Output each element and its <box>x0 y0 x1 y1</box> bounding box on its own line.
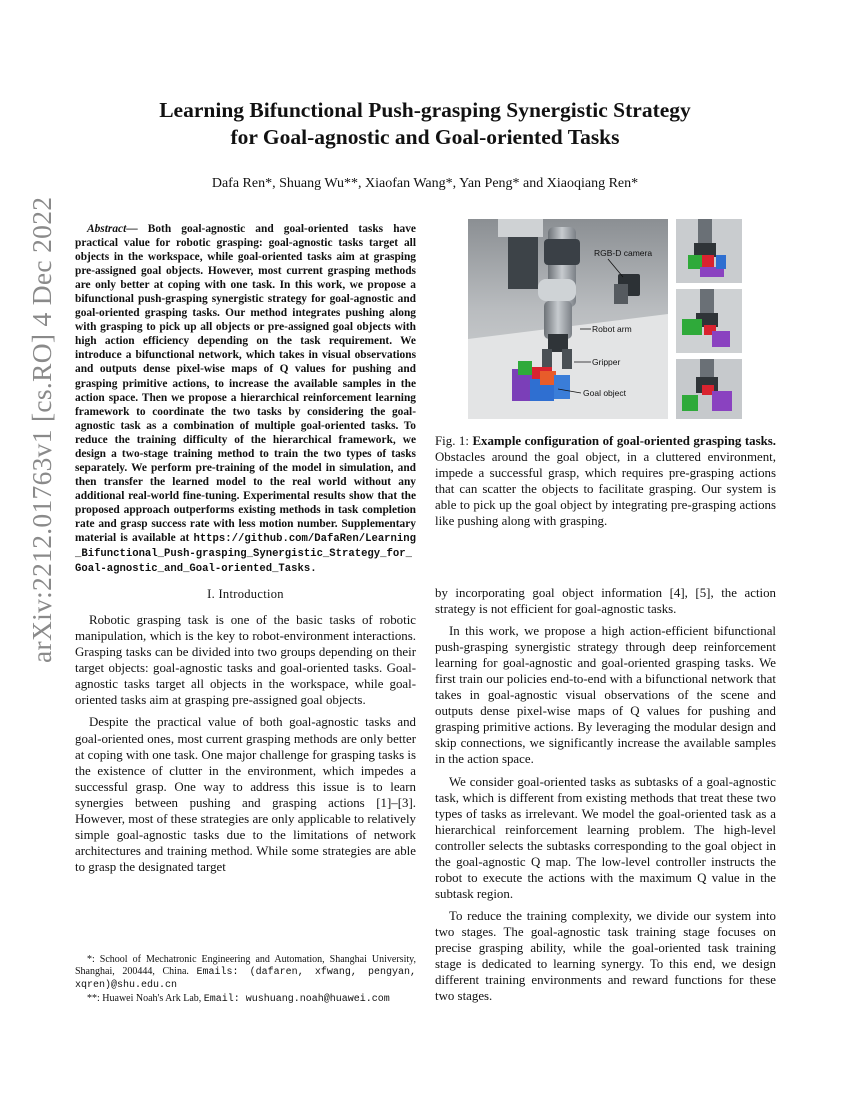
abstract <box>75 222 416 576</box>
caption-label: Fig. 1: <box>435 434 469 448</box>
caption-title: Example configuration of goal-oriented grasping tasks. <box>472 434 776 448</box>
author-list: Dafa Ren*, Shuang Wu**, Xiaofan Wang*, Yan Peng* and Xiaoqiang Ren* <box>211 176 639 191</box>
figure-label-goal: Goal object <box>583 388 626 398</box>
footnote-1-text: *: School of Mechatronic Engineering and Automation, Shanghai University, Shanghai, 200444, China. <box>75 954 416 978</box>
main-photo <box>468 219 668 419</box>
footnote-2 <box>75 993 416 1006</box>
supplementary-url[interactable]: https://github.com/DafaRen/Learning_Bifunctional_Push-grasping_Synergistic_Strategy_for_Goal-agnostic_and_Goal-oriented_Tasks. <box>75 533 416 576</box>
side-photo-2 <box>676 289 742 353</box>
title-line-2: for Goal-agnostic and Goal-oriented Tasks <box>230 125 620 149</box>
section-heading: I. Introduction <box>207 587 284 602</box>
side-photo-3 <box>676 359 742 419</box>
figure-label-gripper: Gripper <box>592 357 621 367</box>
intro-paragraph-5: We consider goal-oriented tasks as subtasks of a goal-agnostic task, which is different from existing methods that treat these two types of tasks as irrelevant. We model the goal-oriented task as a hierarchical reinforcement learning problem. The high-level controller selects the subtasks corresponding to the goal object in the goal-agnostic Q map. The low-level controller instructs the robot to execute the actions with the maximum Q value in the subtask region. <box>435 774 776 901</box>
footnote-1 <box>75 954 416 993</box>
intro-paragraph-1: Robotic grasping task is one of the basic tasks of robotic manipulation, which is the key to robot-environment interactions. Grasping tasks can be divided into two groups depending on their target objects: goal-agnostic tasks and goal-oriented tasks. Goal-agnostic tasks target all objects in the workspace, while goal-oriented tasks aim at grasping pre-assigned goal objects. <box>75 613 416 708</box>
arxiv-identifier: arXiv:2212.01763v1 [cs.RO] 4 Dec 2022 <box>26 196 57 663</box>
abstract-text: — Both goal-agnostic and goal-oriented tasks have practical value for robotic grasping: goal-agnostic tasks target all objects in the workspace, while goal-oriented tasks aim at grasping pre-assigned goal objects. However, most current grasping methods are only better at coping with one task. In this work, we propose a bifunctional push-grasping synergistic strategy for goal-agnostic and goal-oriented grasping tasks. Our method integrates pushing along with grasping to pick up all objects or pre-assigned goal objects with high action efficiency depending on the task requirement. We introduce a bifunctional network, which takes in visual observations and outputs dense pixel-wise maps of Q values for pushing and grasping primitive actions, to increase the available samples in the action space. Then we propose a hierarchical reinforcement learning framework to coordinate the two tasks by considering the goal-agnostic task as a combination of multiple goal-oriented tasks. To reduce the training difficulty of the hierarchical framework, we design a two-stage training method to train the two types of tasks separately. We perform pre-training of the model in simulation, and then transfer the learned model to the real world without any additional real-world fine-tuning. Experimental results show that the proposed approach outperforms existing methods in task completion rate and grasp success rate with less motion number. Supplementary material is available at <box>75 223 416 545</box>
intro-paragraph-2: Despite the practical value of both goal-agnostic tasks and goal-oriented ones, most current grasping methods are only better at coping with one task. One major challenge for grasping tasks is the existence of clutter in the environment, which impedes a successful grasp. One way to address this issue is to learn synergies between pushing and grasping actions [1]–[3]. However, most of these strategies are only applicable to relatively simple goal-agnostic tasks due to the limitations of network architectures and training method. While some strategies are able to grasp the designated target <box>75 715 416 874</box>
footnote-1-email: Emails: (dafaren, xfwang, pengyan, xqren)@shu.edu.cn <box>75 967 416 992</box>
footnotes <box>75 954 416 1006</box>
right-column <box>435 585 776 1010</box>
intro-paragraph-3: by incorporating goal object information [4], [5], the action strategy is not efficient for goal-agnostic tasks. <box>435 586 776 617</box>
side-photo-1 <box>676 219 742 283</box>
figure-1 <box>468 219 742 419</box>
abstract-label: Abstract <box>87 223 127 235</box>
footnote-2-email: Email: wushuang.noah@huawei.com <box>203 993 390 1005</box>
footnote-2-text: **: Huawei Noah's Ark Lab, <box>87 992 202 1004</box>
left-column <box>75 222 416 881</box>
intro-paragraph-6: To reduce the training complexity, we divide our system into two stages. The goal-agnostic task training stage focuses on precise grasping ability, while the goal-oriented task training stage is dedicated to learning synergy. To this end, we design different training environments and reward functions for these two stages. <box>435 908 776 1004</box>
caption-text: Obstacles around the goal object, in a cluttered environment, impede a successful grasp, which requires pre-grasping actions that can scatter the objects to facilitate grasping. Our system is able to pick up the goal object by integrating pre-grasping actions like pushing along with grasping. <box>435 450 776 529</box>
figure-label-arm: Robot arm <box>592 324 632 334</box>
figure-label-camera: RGB-D camera <box>594 248 653 258</box>
title-line-1: Learning Bifunctional Push-grasping Synergistic Strategy <box>159 98 691 122</box>
intro-paragraph-4: In this work, we propose a high action-efficient bifunctional push-grasping synergistic strategy through deep reinforcement learning for goal-agnostic and goal-oriented grasping tasks. We first train our policies end-to-end with a bifunctional network that takes in goal-agnostic visual observations of the scene and outputs dense pixel-wise maps of Q values for pushing and grasping primitive actions. By leveraging the modular design and skip connections, we significantly increase the available samples in the action space. <box>435 624 776 767</box>
figure-caption <box>435 433 776 530</box>
paper-title <box>75 97 775 151</box>
